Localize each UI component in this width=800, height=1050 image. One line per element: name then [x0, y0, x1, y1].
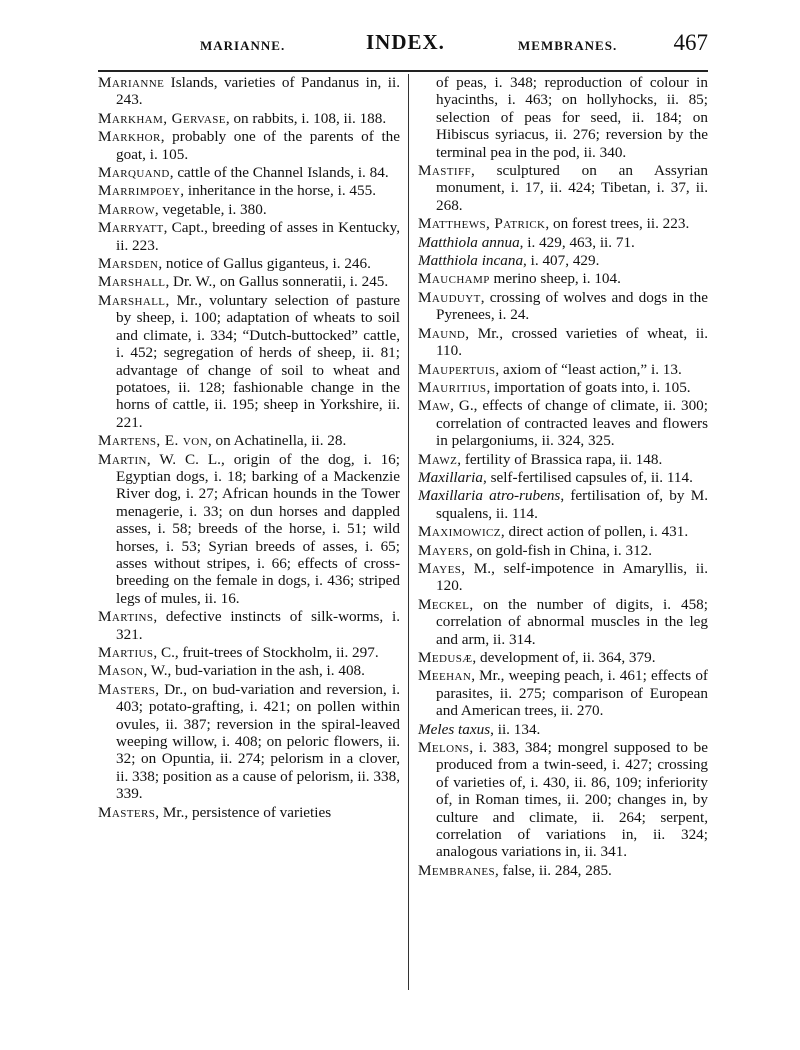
entry-headword: Maupertuis: [418, 360, 496, 378]
entry-headword: Martius: [98, 644, 154, 661]
index-entry: [418, 252, 708, 269]
index-entry: [418, 560, 708, 595]
entry-text: , W., bud-variation in the ash, i. 408.: [143, 662, 365, 680]
index-entry: [418, 451, 708, 468]
entry-text: , Mr., weeping peach, i. 461; effects of parasites, ii. 275; comparison of European and American trees, ii. 270.: [436, 667, 708, 720]
index-entry: [98, 219, 400, 254]
index-entry: [418, 234, 708, 251]
entry-text: , probably one of the parents of the goat, i. 105.: [116, 128, 400, 163]
entry-headword: Mawz: [418, 450, 458, 468]
index-entry: [418, 649, 708, 666]
header-last-entry: MEMBRANES.: [518, 38, 618, 53]
index-entry: [98, 74, 400, 109]
index-entry: [418, 289, 708, 324]
entry-text: , Mr., voluntary selection of pasture by sheep, i. 100; adaptation of wheats to soil and climate, i. 334; “Dutch-buttocked” cattle, i. 452; segregation of herds of sheep, ii. 81; advantage of change of soil to wheat and potatoes, ii. 128; fashionable change in the horns of cattle, ii. 195; sheep in Yorkshire, ii. 221.: [116, 291, 400, 431]
index-entry: [98, 292, 400, 431]
entry-headword: Meles taxus: [418, 720, 491, 738]
entry-text: , Dr. W., on Gallus sonneratii, i. 245.: [165, 273, 389, 291]
entry-text: , M., self-impotence in Amaryllis, ii. 120.: [436, 559, 708, 595]
entry-text: , i. 407, 429.: [523, 252, 600, 270]
index-entry: [418, 542, 708, 559]
entry-text: , vegetable, i. 380.: [154, 200, 267, 218]
entry-text: , on the number of digits, i. 458; correlation of abnormal muscles in the leg and arm, ii. 314.: [436, 595, 708, 648]
entry-text: , self-fertilised capsules of, ii. 114.: [482, 468, 693, 486]
index-entry: [98, 201, 400, 218]
running-header: [98, 28, 708, 60]
index-entry: [98, 182, 400, 199]
index-entry: [98, 110, 400, 127]
index-entry: [418, 721, 708, 738]
entry-headword: Markhor: [98, 128, 161, 146]
entry-text: , fertility of Brassica rapa, ii. 148.: [457, 450, 663, 468]
header-title: INDEX.: [366, 30, 445, 54]
entry-headword: Medusæ: [418, 649, 473, 666]
index-entry: [98, 644, 400, 661]
page-number: 467: [673, 30, 708, 55]
entry-text: , inheritance in the horse, i. 455.: [180, 182, 376, 200]
entry-headword: Meehan: [418, 667, 472, 685]
entry-headword: Martins: [98, 608, 154, 626]
entry-headword: Markham, Gervase: [98, 109, 226, 127]
entry-headword: Martin: [98, 450, 147, 468]
entry-headword: Meckel: [418, 595, 470, 613]
entry-text: , ii. 134.: [490, 720, 541, 738]
entry-headword: Membranes: [418, 861, 496, 879]
entry-text: , development of, ii. 364, 379.: [472, 649, 656, 666]
entry-text: , Capt., breeding of asses in Kentucky, ii. 223.: [116, 219, 400, 254]
entry-text: , direct action of pollen, i. 431.: [500, 523, 689, 541]
entry-headword: Mastiff: [418, 162, 471, 180]
entry-text: , notice of Gallus giganteus, i. 246.: [158, 255, 371, 273]
entry-text: , fertilisation of, by M. squalens, ii. 114.: [436, 487, 708, 522]
entry-headword: Mauritius: [418, 378, 487, 396]
index-entry-continued: [418, 74, 708, 161]
column-divider: [408, 74, 409, 990]
index-entry: [418, 325, 708, 360]
index-entry: [98, 255, 400, 272]
entry-headword: Marshall: [98, 273, 166, 291]
entry-headword: Maxillaria: [418, 468, 483, 486]
entry-headword: Mauchamp: [418, 270, 490, 288]
entry-headword: Mauduyt: [418, 288, 481, 306]
index-entry: [418, 667, 708, 719]
entry-text: merino sheep, i. 104.: [489, 270, 621, 288]
header-first-entry: MARIANNE.: [200, 38, 286, 53]
index-entry: [418, 862, 708, 879]
entry-text: , on gold-fish in China, i. 312.: [468, 541, 653, 559]
entry-headword: Marshall: [98, 291, 166, 309]
index-entry: [98, 128, 400, 163]
entry-text: , on rabbits, i. 108, ii. 188.: [225, 109, 387, 127]
entry-headword: Mayes: [418, 559, 462, 577]
entry-headword: Maxillaria atro-rubens: [418, 487, 561, 505]
entry-text: , on forest trees, ii. 223.: [545, 215, 690, 233]
entry-headword: Mason: [98, 662, 144, 680]
index-entry: [98, 432, 400, 449]
entry-text: , cattle of the Channel Islands, i. 84.: [169, 164, 389, 182]
entry-text: , crossing of wolves and dogs in the Pyrenees, i. 24.: [436, 288, 708, 324]
index-entry: [418, 739, 708, 861]
entry-headword: Maund: [418, 324, 466, 342]
entry-text: , importation of goats into, i. 105.: [486, 378, 691, 396]
index-entry: [98, 662, 400, 679]
index-entry: [98, 451, 400, 608]
left-column: [98, 74, 400, 822]
entry-text: , i. 383, 384; mongrel supposed to be produced from a twin-seed, i. 427; crossing of varieties of, i. 430, ii. 86, 109; inferiority of, in Roman times, ii. 200; changes in, by culture and climate, ii. 264; serpent, correlation of variations in, ii. 324; analogous variations in, ii. 341.: [436, 739, 708, 861]
entry-text: , Mr., crossed varieties of wheat, ii. 110.: [436, 324, 708, 360]
entry-headword: Marianne: [98, 74, 165, 91]
header-rule: [98, 70, 708, 72]
entry-headword: Masters: [98, 680, 156, 698]
entry-headword: Marrow: [98, 200, 155, 218]
entry-text: , on Achatinella, ii. 28.: [207, 432, 347, 450]
entry-headword: Matthiola annua: [418, 233, 520, 251]
index-entry: [98, 164, 400, 181]
entry-text: , W. C. L., origin of the dog, i. 16; Egyptian dogs, i. 18; barking of a Mackenzie River dog, i. 27; African hounds in the Tower menagerie, i. 33; on dun horses and dappled asses, i. 58; breeds of the horse, i. 51; wild horses, i. 53; Syrian breeds of asses, i. 65; asses without stripes, i. 66; effects of cross-breeding on the female in dogs, i. 436; striped legs of mules, ii. 16.: [116, 450, 400, 607]
entry-text: , G., effects of change of climate, ii. 300; correlation of contracted leaves and flowers in pelargoniums, ii. 324, 325.: [436, 397, 708, 450]
entry-text: , C., fruit-trees of Stockholm, ii. 297.: [153, 644, 379, 661]
entry-headword: Marsden: [98, 255, 159, 273]
entry-headword: Maximowicz: [418, 523, 501, 541]
index-entry: [418, 270, 708, 287]
index-entry: [418, 596, 708, 648]
index-entry: [98, 804, 400, 821]
entry-text: , i. 429, 463, ii. 71.: [519, 233, 635, 251]
entry-headword: Maw: [418, 397, 451, 415]
entry-headword: Mayers: [418, 541, 469, 559]
index-entry: [98, 681, 400, 803]
entry-headword: Melons: [418, 739, 470, 757]
index-entry: [418, 487, 708, 522]
right-column: [418, 74, 708, 880]
entry-headword: Martens, E. von: [98, 432, 208, 450]
index-entry: [98, 608, 400, 643]
entry-text: , false, ii. 284, 285.: [495, 861, 612, 879]
entry-headword: Marryatt: [98, 219, 164, 237]
index-entry: [418, 379, 708, 396]
index-entry: [98, 273, 400, 290]
entry-headword: Matthews, Patrick: [418, 215, 546, 233]
entry-text: , defective instincts of silk-worms, i. 321.: [116, 608, 400, 643]
entry-headword: Masters: [98, 803, 156, 821]
index-entry: [418, 361, 708, 378]
index-entry: [418, 215, 708, 232]
index-entry: [418, 162, 708, 214]
entry-text: of peas, i. 348; reproduction of colour in hyacinths, i. 463; on hollyhocks, ii. 85; selection of peas for seed, ii. 184; on Hibiscus syriacus, ii. 276; reversion by the terminal pea in the pod, ii. 340.: [436, 74, 708, 161]
entry-text: , axiom of “least action,” i. 13.: [495, 360, 682, 378]
index-entry: [418, 469, 708, 486]
entry-headword: Marrimpoey: [98, 182, 181, 200]
index-entry: [418, 523, 708, 540]
entry-text: , Mr., persistence of varieties: [155, 803, 332, 821]
entry-text: , sculptured on an Assyrian monument, i. 17, ii. 424; Tibetan, i. 37, ii. 268.: [436, 162, 708, 214]
index-entry: [418, 397, 708, 449]
entry-headword: Marquand: [98, 164, 170, 182]
entry-text: , Dr., on bud-variation and reversion, i. 403; potato-grafting, i. 421; on pollen within ovules, ii. 387; reversion in the spiral-leaved weeping willow, i. 408; on peloric flowers, ii. 32; on Opuntia, ii. 274; pelorism in a clover, ii. 338; position as a cause of pelorism, ii. 338, 339.: [116, 680, 400, 803]
entry-headword: Matthiola incana: [418, 252, 524, 270]
entry-text: Islands, varieties of Pandanus in, ii. 243.: [116, 74, 400, 109]
